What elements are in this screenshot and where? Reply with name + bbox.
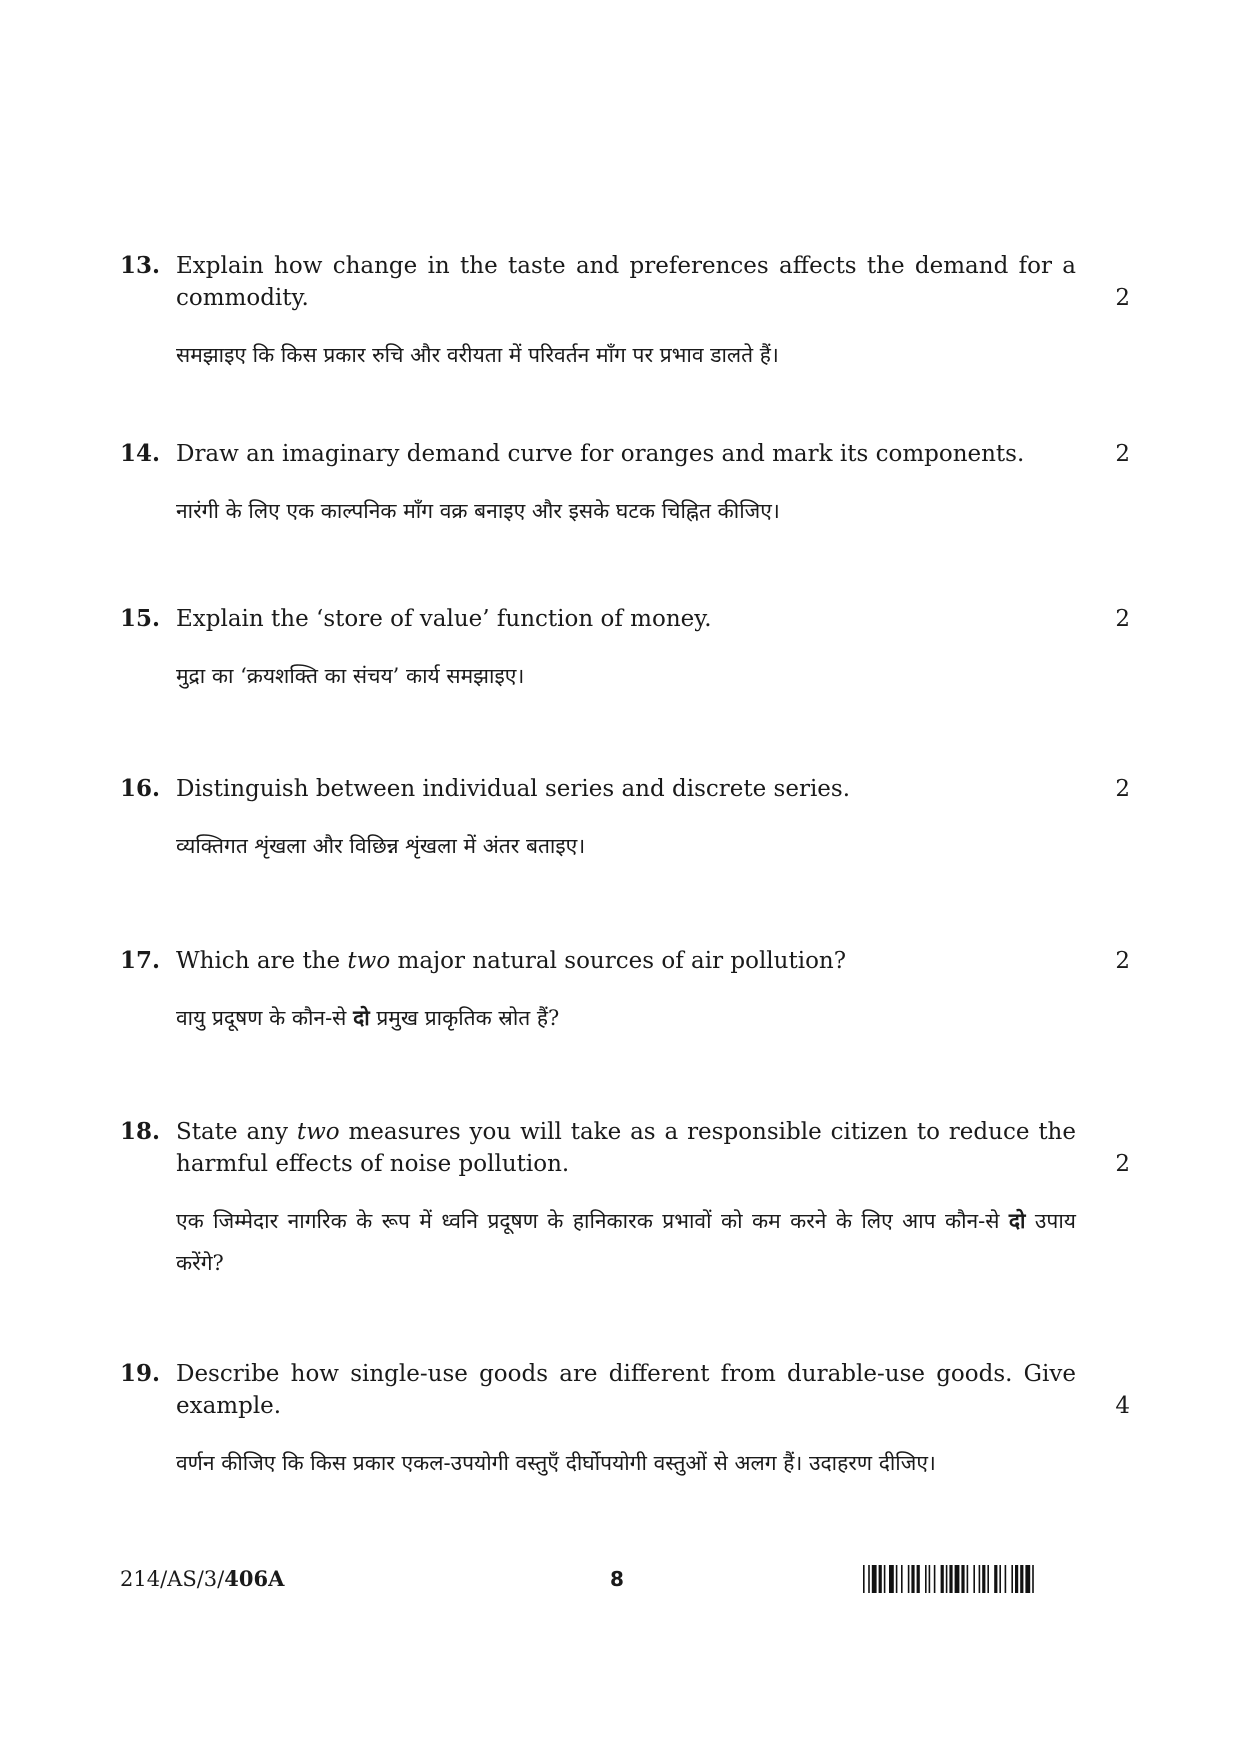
question-16 xyxy=(120,773,1130,867)
question-number: 18. xyxy=(120,1118,161,1145)
question-number: 16. xyxy=(120,775,161,802)
question-marks: 2 xyxy=(1115,606,1130,632)
question-13 xyxy=(120,250,1130,376)
question-marks: 4 xyxy=(1115,1393,1130,1419)
question-marks: 2 xyxy=(1115,776,1130,802)
question-text-english: Which are the two major natural sources of air pollution? xyxy=(176,948,847,974)
question-marks: 2 xyxy=(1115,441,1130,467)
emphasis-do: दो xyxy=(1008,1208,1026,1233)
question-marks: 2 xyxy=(1115,285,1130,311)
question-marks: 2 xyxy=(1115,1151,1130,1177)
question-text-english: State any two measures you will take as a responsible citizen to reduce the harmful effects of noise pollution. xyxy=(176,1119,1076,1177)
question-text-english: Draw an imaginary demand curve for oranges and mark its components. xyxy=(176,441,1025,467)
question-marks: 2 xyxy=(1115,948,1130,974)
question-text-english: Explain the ‘store of value’ function of money. xyxy=(176,606,712,632)
question-text-hindi: वायु प्रदूषण के कौन-से दो प्रमुख प्राकृतिक स्रोत हैं? xyxy=(176,1005,560,1030)
question-text-english: Describe how single-use goods are different from durable-use goods. Give example. xyxy=(176,1361,1076,1419)
question-text-hindi: एक जिम्मेदार नागरिक के रूप में ध्वनि प्रदूषण के हानिकारक प्रभावों को कम करने के लिए आप कौन-से दो उपाय करेंगे? xyxy=(176,1208,1076,1275)
question-text-hindi: मुद्रा का ‘क्रयशक्ति का संचय’ कार्य समझाइए। xyxy=(176,664,525,688)
question-19 xyxy=(120,1358,1130,1484)
question-number: 14. xyxy=(120,440,161,467)
question-17 xyxy=(120,945,1130,1039)
paper-code: 214/AS/3/406A xyxy=(120,1566,285,1591)
emphasis-two: two xyxy=(347,948,391,974)
question-number: 15. xyxy=(120,605,161,632)
question-text-hindi: नारंगी के लिए एक काल्पनिक माँग वक्र बनाइए और इसके घटक चिह्नित कीजिए। xyxy=(176,499,780,523)
question-number: 19. xyxy=(120,1360,161,1387)
question-15 xyxy=(120,603,1130,697)
emphasis-two: two xyxy=(296,1119,340,1145)
question-18 xyxy=(120,1116,1130,1284)
barcode-icon xyxy=(863,1565,1130,1593)
emphasis-do: दो xyxy=(353,1005,370,1030)
question-text-hindi: समझाइए कि किस प्रकार रुचि और वरीयता में परिवर्तन माँग पर प्रभाव डालते हैं। xyxy=(176,343,779,367)
question-text-hindi: व्यक्तिगत शृंखला और विछिन्न शृंखला में अंतर बताइए। xyxy=(176,834,586,858)
question-number: 13. xyxy=(120,252,161,279)
question-text-hindi: वर्णन कीजिए कि किस प्रकार एकल-उपयोगी वस्तुएँ दीर्घोपयोगी वस्तुओं से अलग हैं। उदाहरण दीजिए। xyxy=(176,1451,936,1475)
question-text-english: Explain how change in the taste and preferences affects the demand for a commodity. xyxy=(176,253,1076,311)
page-number: 8 xyxy=(610,1567,624,1591)
question-14 xyxy=(120,438,1130,532)
question-text-english: Distinguish between individual series and discrete series. xyxy=(176,776,851,802)
question-number: 17. xyxy=(120,947,161,974)
